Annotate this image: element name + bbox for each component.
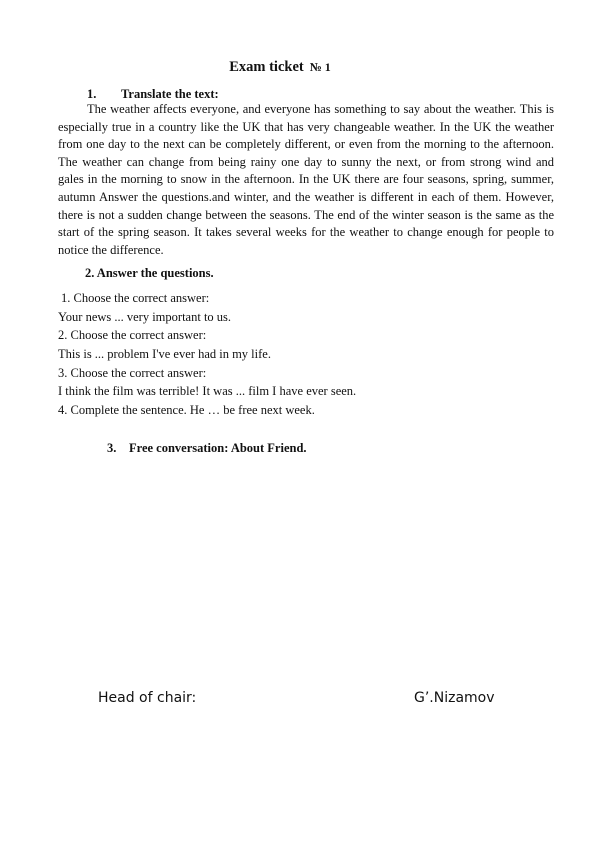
question-list <box>58 289 356 420</box>
question-line: I think the film was terrible! It was ... film I have ever seen. <box>58 384 357 399</box>
question-line: This is ... problem I've ever had in my life. <box>58 347 271 362</box>
section-1-heading <box>87 87 219 102</box>
question-line: Your news ... very important to us. <box>58 309 232 324</box>
question-line: 3. Choose the correct answer: <box>58 365 207 380</box>
section-3-title: Free conversation: About Friend. <box>129 441 307 455</box>
section-1-title: Translate the text: <box>121 87 219 101</box>
section-3-heading <box>107 441 307 456</box>
ticket-title-text: Exam ticket <box>229 59 304 75</box>
section-3-number: 3. <box>107 441 117 455</box>
question-line: 2. Choose the correct answer: <box>58 328 207 343</box>
question-line: 1. Choose the correct answer: <box>61 291 210 305</box>
translation-text: The weather affects everyone, and everyone has something to say about the weather. This is especially true in a country like the UK that has very changeable weather. In the UK the weather from one day to the next can be completely different, or even from the morning to the afternoon. The weather can change from being rainy one day to sunny the next, or from strong wind and gales in the morning to snow in the afternoon. In the UK there are four seasons, spring, summer, autumn Answer the questions.and winter, and the weather is different in each of them. However, there is not a sudden change between the seasons. The end of the winter season is the same as the start of the spring season. It takes several weeks for the weather to change enough for people to notice the difference. <box>58 102 554 257</box>
section-2-heading: 2. Answer the questions. <box>85 266 214 280</box>
question-line: 4. Complete the sentence. He … be free next week. <box>58 403 315 418</box>
ticket-number: № 1 <box>309 60 331 74</box>
section-1-number: 1. <box>87 87 97 101</box>
signature-role: Head of chair: <box>98 690 197 706</box>
signature-name: G’.Nizamov <box>414 690 495 706</box>
ticket-title <box>0 59 560 76</box>
